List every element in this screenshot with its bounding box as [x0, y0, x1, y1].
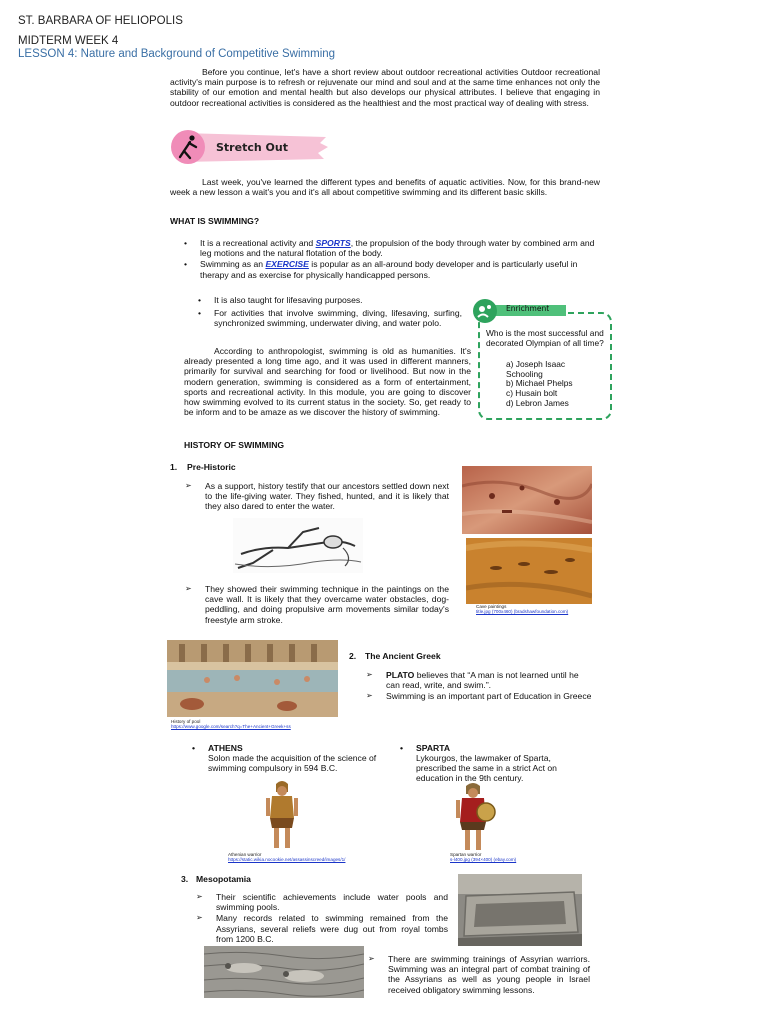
prehistoric-list-2: [183, 584, 449, 626]
prehistoric-number: 1.: [170, 462, 178, 472]
cave-caption-link[interactable]: title.jpg (700x460) (bradshawfoundation.com): [476, 609, 569, 615]
enrichment-option-d: d) Lebron James: [506, 398, 569, 408]
sparta-title: • SPARTA: [394, 743, 594, 753]
school-name: ST. BARBARA OF HELIOPOLIS: [18, 15, 183, 27]
list-item: ➢ There are swimming trainings of Assyrian warriors. Swimming was an integral part of combat training of the Assyrians as well as young people in Israel received obligatory swimming lessons.: [366, 954, 590, 995]
athens-title: • ATHENS: [186, 743, 386, 753]
meso-number: 3.: [181, 874, 189, 884]
definition-list: [178, 238, 600, 281]
swimmer-sketch-image: [233, 518, 363, 573]
enrichment-option-b: b) Michael Phelps: [506, 378, 573, 388]
ancient-pool-image: [167, 640, 338, 717]
athenian-caption: Athenian warrior https://static.wikia.nocookie.net/assassinscreed/images/1/: [228, 852, 346, 863]
sparta-text: Lykourgos, the lawmaker of Sparta, prescribed the same in a strict Act on education in the 9th century.: [416, 753, 557, 784]
enrichment-option-a: a) Joseph Isaac Schooling: [506, 359, 566, 379]
intro-paragraph: Before you continue, let's have a short review about outdoor recreational activities Outdoor recreational activity's main purpose is to refresh or rejuvenate our mind and soul and at the same time enhances not only the stability of our emotion and mental health but also develops our physical attributes. I believe that engaging in outdoor recreational activities is considered as the healthiest and the most practical way of dealing with stress.: [170, 67, 600, 108]
assyrian-relief-image: [204, 946, 364, 998]
pool-caption: History of pool https://www.google.com/search?q=The+Ancient+Greek+ss: [171, 719, 291, 730]
enrichment-box: [478, 304, 612, 420]
spartan-caption-link[interactable]: s-l400.jpg (394×400) (ebay.com): [450, 857, 517, 863]
enrichment-tag: [472, 298, 568, 329]
anthropologist-paragraph: According to anthropologist, swimming is old as humanities. It's already presented a long time ago, and it was used in different manners, primarily for survival and searching for food or livelihood. But now in the modern generation, swimming is considered as a form of entertainment, sports and recreational activity. In this module, you are going to discover how swimming evolved to its current status in the society. So, get ready to be inform and to be amaze as we discover the history of swimming.: [184, 346, 471, 418]
athenian-caption-link[interactable]: https://static.wikia.nocookie.net/assassinscreed/images/1/: [228, 857, 346, 863]
athens-text: Solon made the acquisition of the science of swimming compulsory in 594 B.C.: [208, 753, 377, 774]
prehistoric-title: Pre-Historic: [187, 462, 236, 472]
cave-caption: Cave paintings title.jpg (700x460) (bradshawfoundation.com): [476, 604, 569, 615]
cave-painting-image-bottom: [466, 538, 592, 604]
list-item: • It is also taught for lifesaving purposes.: [192, 295, 462, 305]
enrichment-question: Who is the most successful and decorated Olympian of all time?: [486, 328, 604, 348]
list-item: • For activities that involve swimming, diving, lifesaving, surfing, synchronized swimming, underwater diving, and water polo.: [192, 308, 462, 328]
stretch-out-label: Stretch Out: [216, 141, 288, 154]
meso-title: Mesopotamia: [196, 874, 251, 884]
pool-caption-link[interactable]: https://www.google.com/search?q=The+Ancient+Greek+ss: [171, 724, 291, 730]
spartan-caption: Spartan warrior s-l400.jpg (394×400) (ebay.com): [450, 852, 517, 863]
greek-title: The Ancient Greek: [365, 651, 441, 661]
list-item: • It is a recreational activity and SPORTS, the propulsion of the body through water by combined arm and leg motions and the natural flotation of the body.: [178, 238, 600, 258]
stone-pool-image: [458, 874, 582, 946]
enrichment-option-c: c) Husain bolt: [506, 388, 558, 398]
list-item: ➢ They showed their swimming technique in the paintings on the cave wall. It is likely that they overcame water obstacles, dog-peddling, and doing propulsive arm movements similar today's freestyle arm stroke.: [183, 584, 449, 625]
list-item: ➢ Many records related to swimming remained from the Assyrians, several reliefs were dug out from royal tombs from 1200 B.C.: [194, 913, 448, 944]
list-item: ➢ Their scientific achievements include water pools and swimming pools.: [194, 892, 448, 912]
last-week-paragraph: Last week, you've learned the different types and benefits of aquatic activities. Now, for this brand-new week a new lesson a wait's you and it's all about competitive swimming and its different basic skills.: [170, 177, 600, 198]
history-heading: HISTORY OF SWIMMING: [184, 440, 285, 450]
list-item: ➢ Swimming is an important part of Education in Greece: [364, 691, 592, 701]
athenian-warrior-image: [262, 780, 302, 852]
enrichment-label: Enrichment: [506, 304, 550, 313]
meso-list: [194, 892, 448, 945]
meso-list-2: [366, 954, 590, 996]
list-item: • Swimming as an EXERCISE is popular as an all-around body developer and is particularly useful in therapy and as exercise for physically handicapped persons.: [178, 259, 600, 279]
what-is-swimming-heading: WHAT IS SWIMMING?: [170, 216, 260, 226]
prehistoric-list-1: [183, 481, 449, 513]
purpose-list: [192, 295, 462, 330]
list-item: ➢ As a support, history testify that our ancestors settled down next to the life-giving water. They fished, hunted, and it is likely that they also dared to enter the water.: [183, 481, 449, 512]
greek-list: [364, 670, 592, 703]
greek-number: 2.: [349, 651, 357, 661]
cave-painting-image-top: [462, 466, 592, 534]
midterm-week: MIDTERM WEEK 4: [18, 35, 119, 47]
stretch-out-banner: [168, 127, 328, 167]
sports-link[interactable]: SPORTS: [315, 238, 351, 248]
spartan-warrior-image: [450, 782, 496, 852]
lesson-title: LESSON 4: Nature and Background of Competitive Swimming: [18, 48, 336, 60]
list-item: ➢ PLATO believes that “A man is not learned until he can read, write, and swim.”.: [364, 670, 592, 690]
exercise-link[interactable]: EXERCISE: [265, 259, 309, 270]
